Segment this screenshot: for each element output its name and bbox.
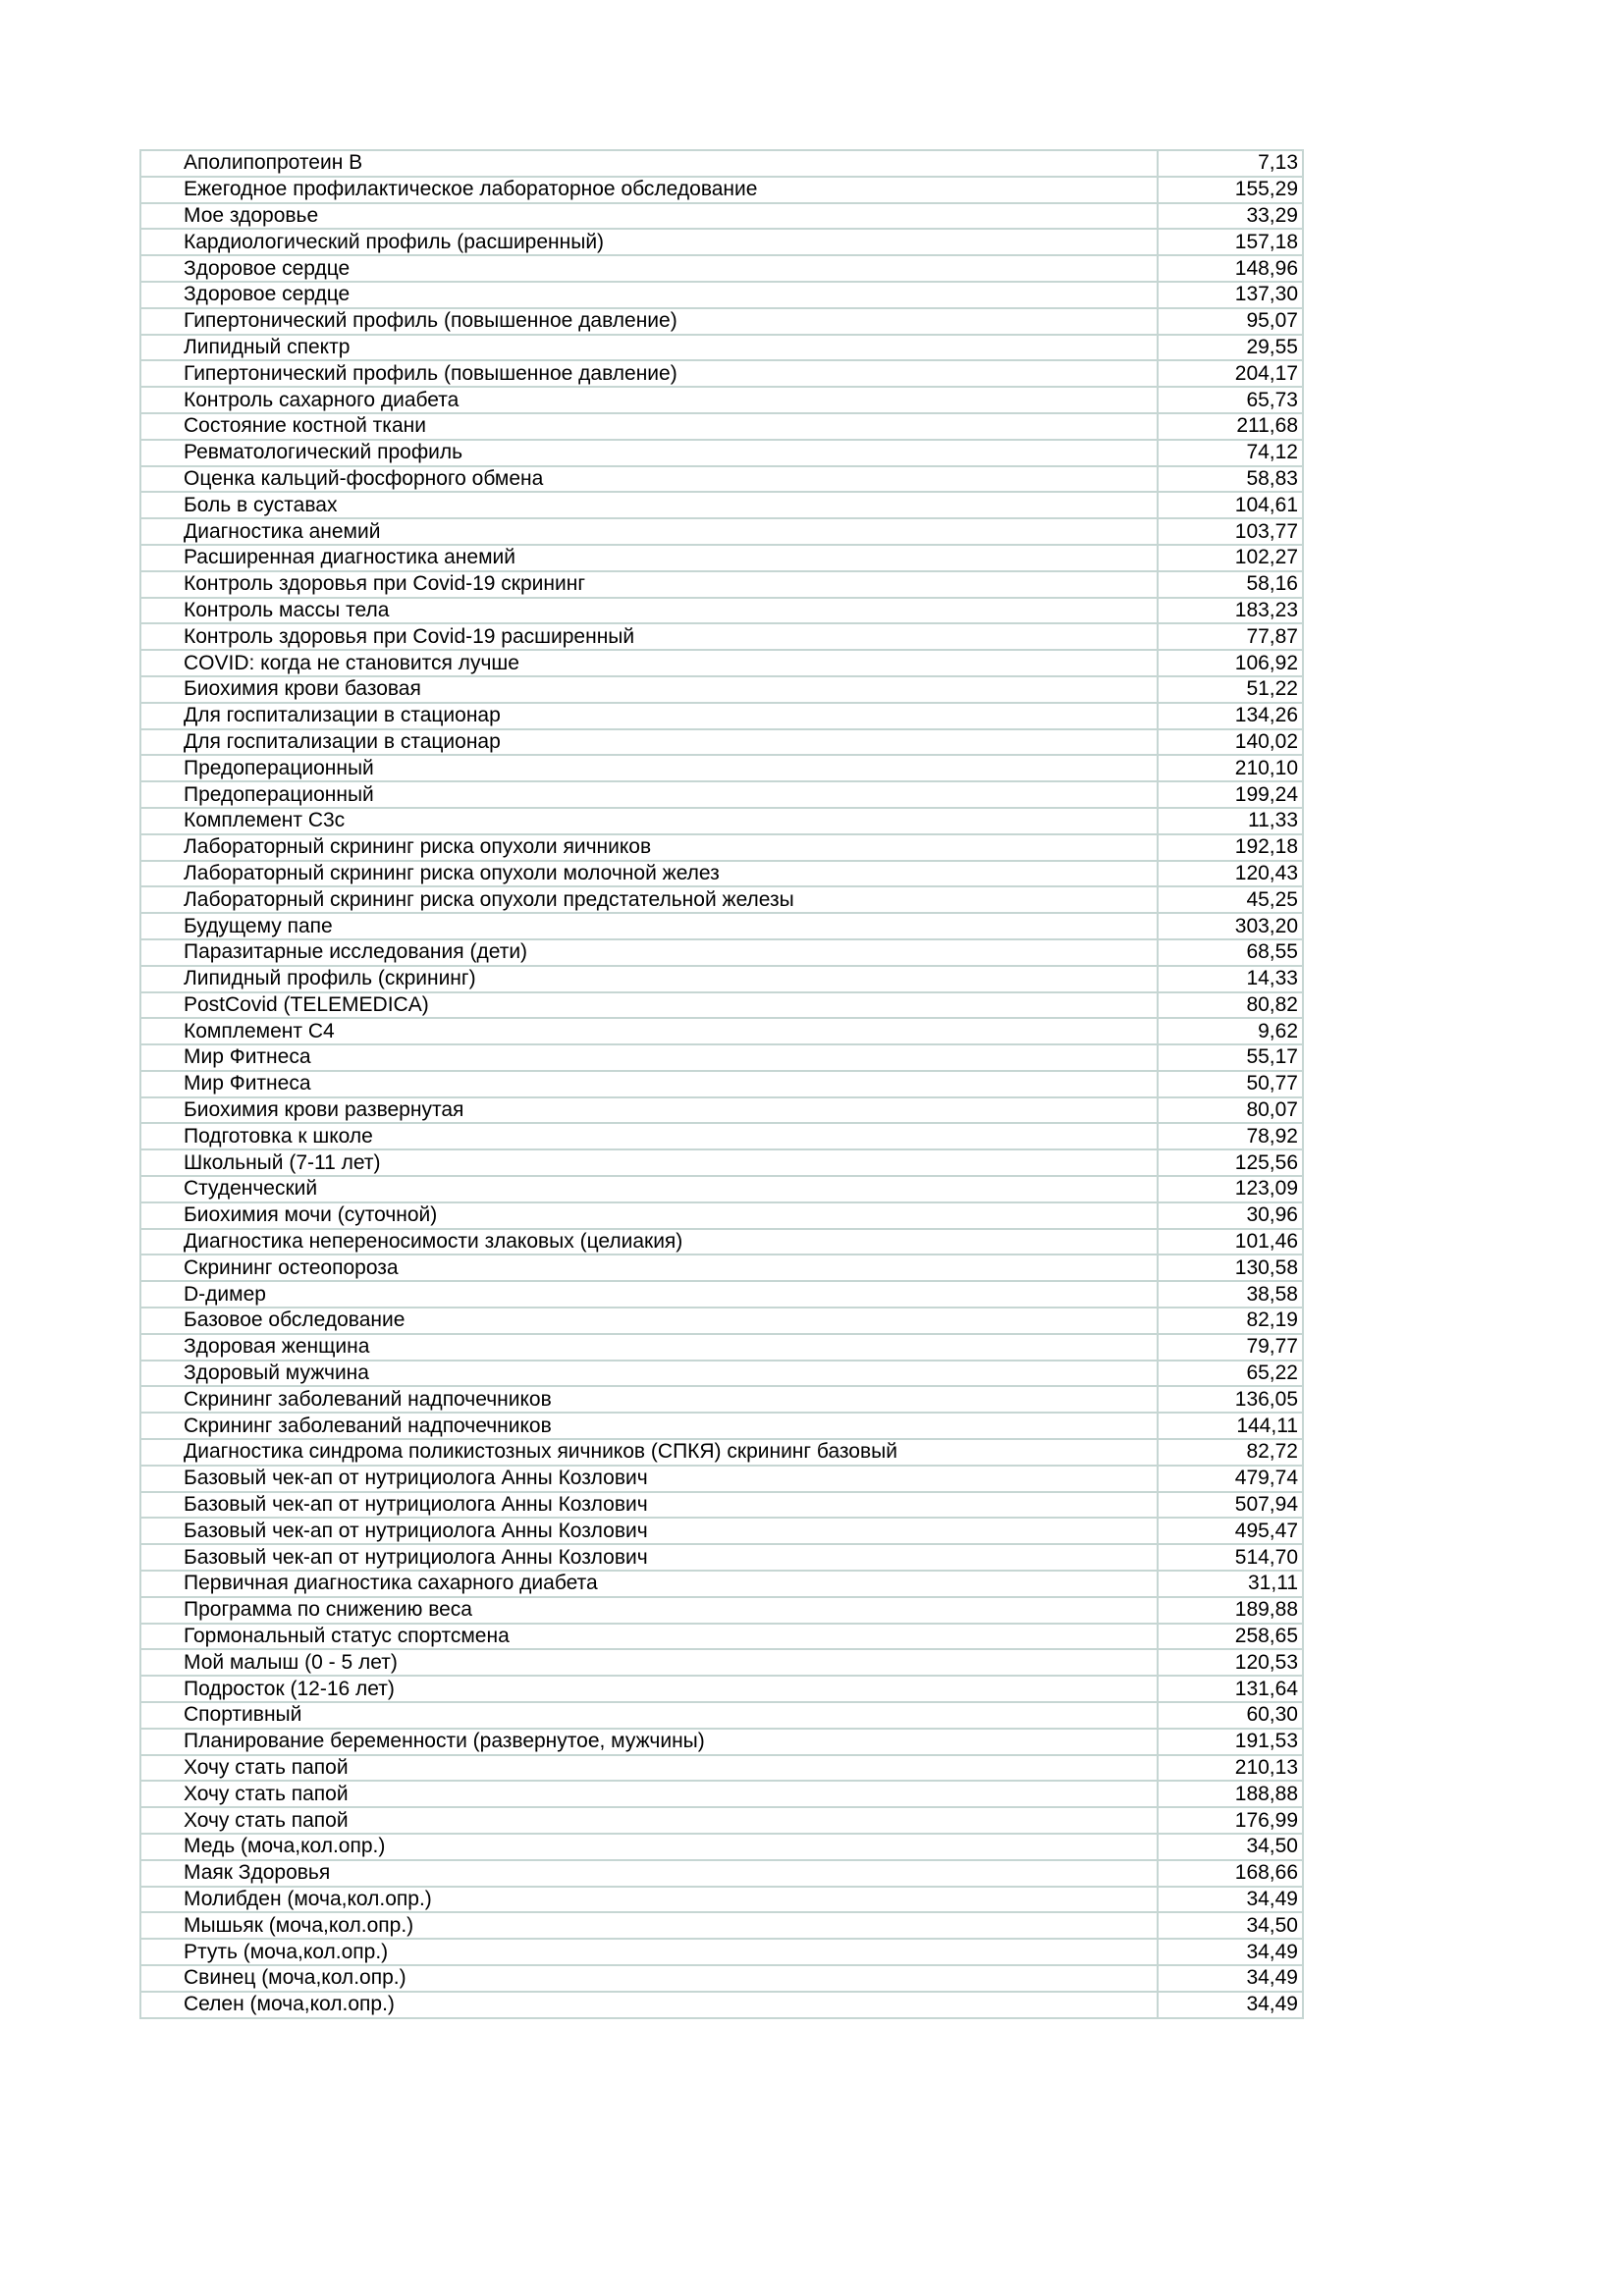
price-cell: 192,18 bbox=[1158, 834, 1303, 861]
price-cell: 95,07 bbox=[1158, 308, 1303, 335]
table-row bbox=[140, 1466, 1303, 1492]
price-cell: 74,12 bbox=[1158, 440, 1303, 466]
price-cell: 58,83 bbox=[1158, 466, 1303, 493]
service-name-cell: Гипертонический профиль (повышенное давление) bbox=[140, 308, 1158, 335]
service-name-cell: Свинец (моча,кол.опр.) bbox=[140, 1965, 1158, 1992]
table-row bbox=[140, 1676, 1303, 1702]
price-cell: 507,94 bbox=[1158, 1492, 1303, 1519]
price-cell: 148,96 bbox=[1158, 255, 1303, 282]
service-name-cell: Базовое обследование bbox=[140, 1308, 1158, 1334]
service-name-cell: Мой малыш (0 - 5 лет) bbox=[140, 1649, 1158, 1676]
service-name-cell: Базовый чек-ап от нутрициолога Анны Козлович bbox=[140, 1544, 1158, 1571]
price-cell: 130,58 bbox=[1158, 1255, 1303, 1281]
table-row bbox=[140, 1308, 1303, 1334]
price-cell: 29,55 bbox=[1158, 335, 1303, 361]
price-cell: 77,87 bbox=[1158, 623, 1303, 650]
price-cell: 80,82 bbox=[1158, 992, 1303, 1019]
table-row bbox=[140, 1439, 1303, 1466]
service-name-cell: Скрининг заболеваний надпочечников bbox=[140, 1386, 1158, 1413]
service-name-cell: Контроль здоровья при Covid-19 скрининг bbox=[140, 571, 1158, 598]
table-row bbox=[140, 623, 1303, 650]
table-row bbox=[140, 1887, 1303, 1913]
table-row bbox=[140, 1965, 1303, 1992]
table-row bbox=[140, 1281, 1303, 1308]
price-cell: 123,09 bbox=[1158, 1176, 1303, 1202]
table-row bbox=[140, 781, 1303, 808]
price-cell: 183,23 bbox=[1158, 598, 1303, 624]
table-row bbox=[140, 966, 1303, 992]
price-cell: 65,22 bbox=[1158, 1361, 1303, 1387]
service-name-cell: Хочу стать папой bbox=[140, 1807, 1158, 1834]
service-name-cell: Состояние костной ткани bbox=[140, 413, 1158, 440]
service-name-cell: Контроль здоровья при Covid-19 расширенный bbox=[140, 623, 1158, 650]
service-name-cell: D-димер bbox=[140, 1281, 1158, 1308]
service-name-cell: Липидный профиль (скрининг) bbox=[140, 966, 1158, 992]
table-row bbox=[140, 1229, 1303, 1255]
price-cell: 479,74 bbox=[1158, 1466, 1303, 1492]
price-cell: 68,55 bbox=[1158, 939, 1303, 966]
price-cell: 104,61 bbox=[1158, 492, 1303, 518]
service-name-cell: Расширенная диагностика анемий bbox=[140, 545, 1158, 571]
price-cell: 30,96 bbox=[1158, 1202, 1303, 1229]
table-row bbox=[140, 255, 1303, 282]
table-row bbox=[140, 387, 1303, 413]
price-cell: 80,07 bbox=[1158, 1097, 1303, 1124]
table-row bbox=[140, 676, 1303, 703]
table-row bbox=[140, 1781, 1303, 1807]
table-row bbox=[140, 150, 1303, 177]
service-name-cell: PostCovid (TELEMEDICA) bbox=[140, 992, 1158, 1019]
table-row bbox=[140, 360, 1303, 387]
price-cell: 50,77 bbox=[1158, 1071, 1303, 1097]
service-name-cell: Для госпитализации в стационар bbox=[140, 703, 1158, 729]
table-row bbox=[140, 1597, 1303, 1624]
price-cell: 31,11 bbox=[1158, 1571, 1303, 1597]
table-row bbox=[140, 1834, 1303, 1860]
table-row bbox=[140, 1386, 1303, 1413]
table-row bbox=[140, 598, 1303, 624]
service-name-cell: Студенческий bbox=[140, 1176, 1158, 1202]
table-row bbox=[140, 650, 1303, 676]
price-cell: 103,77 bbox=[1158, 518, 1303, 545]
table-row bbox=[140, 1097, 1303, 1124]
price-cell: 78,92 bbox=[1158, 1123, 1303, 1149]
table-row bbox=[140, 545, 1303, 571]
price-cell: 514,70 bbox=[1158, 1544, 1303, 1571]
service-name-cell: Подготовка к школе bbox=[140, 1123, 1158, 1149]
table-row bbox=[140, 808, 1303, 834]
price-cell: 34,49 bbox=[1158, 1939, 1303, 1965]
price-cell: 34,49 bbox=[1158, 1887, 1303, 1913]
table-row bbox=[140, 1518, 1303, 1544]
price-cell: 102,27 bbox=[1158, 545, 1303, 571]
service-name-cell: Мир Фитнеса bbox=[140, 1044, 1158, 1071]
price-cell: 60,30 bbox=[1158, 1702, 1303, 1729]
table-row bbox=[140, 335, 1303, 361]
service-name-cell: Ежегодное профилактическое лабораторное обследование bbox=[140, 177, 1158, 203]
service-name-cell: Хочу стать папой bbox=[140, 1781, 1158, 1807]
service-name-cell: Скрининг остеопороза bbox=[140, 1255, 1158, 1281]
table-row bbox=[140, 755, 1303, 781]
table-row bbox=[140, 492, 1303, 518]
service-name-cell: Медь (моча,кол.опр.) bbox=[140, 1834, 1158, 1860]
service-name-cell: Диагностика синдрома поликистозных яичников (СПКЯ) скрининг базовый bbox=[140, 1439, 1158, 1466]
service-name-cell: Молибден (моча,кол.опр.) bbox=[140, 1887, 1158, 1913]
table-row bbox=[140, 1544, 1303, 1571]
table-row bbox=[140, 282, 1303, 308]
table-row bbox=[140, 1755, 1303, 1782]
table-row bbox=[140, 1492, 1303, 1519]
table-row bbox=[140, 413, 1303, 440]
table-row bbox=[140, 992, 1303, 1019]
table-row bbox=[140, 466, 1303, 493]
service-name-cell: Будущему папе bbox=[140, 913, 1158, 939]
price-cell: 134,26 bbox=[1158, 703, 1303, 729]
service-name-cell: Для госпитализации в стационар bbox=[140, 729, 1158, 756]
price-cell: 11,33 bbox=[1158, 808, 1303, 834]
table-row bbox=[140, 440, 1303, 466]
price-table-body bbox=[140, 150, 1303, 2018]
service-name-cell: Школьный (7-11 лет) bbox=[140, 1149, 1158, 1176]
table-row bbox=[140, 939, 1303, 966]
price-cell: 14,33 bbox=[1158, 966, 1303, 992]
service-name-cell: Оценка кальций-фосфорного обмена bbox=[140, 466, 1158, 493]
price-cell: 157,18 bbox=[1158, 229, 1303, 255]
price-cell: 137,30 bbox=[1158, 282, 1303, 308]
table-row bbox=[140, 1018, 1303, 1044]
price-cell: 34,49 bbox=[1158, 1992, 1303, 2018]
price-cell: 176,99 bbox=[1158, 1807, 1303, 1834]
service-name-cell: Селен (моча,кол.опр.) bbox=[140, 1992, 1158, 2018]
service-name-cell: Боль в суставах bbox=[140, 492, 1158, 518]
price-cell: 168,66 bbox=[1158, 1860, 1303, 1887]
table-row bbox=[140, 913, 1303, 939]
price-cell: 34,50 bbox=[1158, 1834, 1303, 1860]
price-cell: 210,13 bbox=[1158, 1755, 1303, 1782]
table-row bbox=[140, 1571, 1303, 1597]
table-row bbox=[140, 1255, 1303, 1281]
price-cell: 131,64 bbox=[1158, 1676, 1303, 1702]
price-cell: 38,58 bbox=[1158, 1281, 1303, 1308]
service-name-cell: Базовый чек-ап от нутрициолога Анны Козлович bbox=[140, 1466, 1158, 1492]
table-row bbox=[140, 1860, 1303, 1887]
table-row bbox=[140, 229, 1303, 255]
price-cell: 136,05 bbox=[1158, 1386, 1303, 1413]
service-name-cell: COVID: когда не становится лучше bbox=[140, 650, 1158, 676]
service-name-cell: Комплемент С4 bbox=[140, 1018, 1158, 1044]
service-name-cell: Биохимия мочи (суточной) bbox=[140, 1202, 1158, 1229]
service-name-cell: Мое здоровье bbox=[140, 203, 1158, 230]
service-name-cell: Липидный спектр bbox=[140, 335, 1158, 361]
table-row bbox=[140, 518, 1303, 545]
service-name-cell: Здоровый мужчина bbox=[140, 1361, 1158, 1387]
service-name-cell: Гормональный статус спортсмена bbox=[140, 1624, 1158, 1650]
price-cell: 125,56 bbox=[1158, 1149, 1303, 1176]
service-name-cell: Контроль массы тела bbox=[140, 598, 1158, 624]
price-cell: 55,17 bbox=[1158, 1044, 1303, 1071]
service-name-cell: Мир Фитнеса bbox=[140, 1071, 1158, 1097]
service-name-cell: Базовый чек-ап от нутрициолога Анны Козлович bbox=[140, 1518, 1158, 1544]
table-row bbox=[140, 1071, 1303, 1097]
price-cell: 258,65 bbox=[1158, 1624, 1303, 1650]
service-name-cell: Диагностика анемий bbox=[140, 518, 1158, 545]
table-row bbox=[140, 1361, 1303, 1387]
service-name-cell: Предоперационный bbox=[140, 755, 1158, 781]
service-name-cell: Спортивный bbox=[140, 1702, 1158, 1729]
price-cell: 34,50 bbox=[1158, 1912, 1303, 1939]
table-row bbox=[140, 1624, 1303, 1650]
table-row bbox=[140, 1807, 1303, 1834]
service-name-cell: Предоперационный bbox=[140, 781, 1158, 808]
table-row bbox=[140, 1939, 1303, 1965]
price-cell: 7,13 bbox=[1158, 150, 1303, 177]
service-name-cell: Скрининг заболеваний надпочечников bbox=[140, 1413, 1158, 1439]
table-row bbox=[140, 203, 1303, 230]
table-row bbox=[140, 571, 1303, 598]
price-cell: 303,20 bbox=[1158, 913, 1303, 939]
price-cell: 58,16 bbox=[1158, 571, 1303, 598]
price-cell: 82,72 bbox=[1158, 1439, 1303, 1466]
service-name-cell: Базовый чек-ап от нутрициолога Анны Козлович bbox=[140, 1492, 1158, 1519]
table-row bbox=[140, 1413, 1303, 1439]
price-cell: 140,02 bbox=[1158, 729, 1303, 756]
service-name-cell: Диагностика непереносимости злаковых (целиакия) bbox=[140, 1229, 1158, 1255]
price-cell: 33,29 bbox=[1158, 203, 1303, 230]
table-row bbox=[140, 729, 1303, 756]
table-row bbox=[140, 1649, 1303, 1676]
table-row bbox=[140, 177, 1303, 203]
service-name-cell: Подросток (12-16 лет) bbox=[140, 1676, 1158, 1702]
price-cell: 210,10 bbox=[1158, 755, 1303, 781]
table-row bbox=[140, 861, 1303, 887]
service-name-cell: Ртуть (моча,кол.опр.) bbox=[140, 1939, 1158, 1965]
table-row bbox=[140, 1123, 1303, 1149]
table-row bbox=[140, 1729, 1303, 1755]
price-cell: 199,24 bbox=[1158, 781, 1303, 808]
price-cell: 155,29 bbox=[1158, 177, 1303, 203]
service-name-cell: Биохимия крови развернутая bbox=[140, 1097, 1158, 1124]
price-cell: 211,68 bbox=[1158, 413, 1303, 440]
service-name-cell: Первичная диагностика сахарного диабета bbox=[140, 1571, 1158, 1597]
table-row bbox=[140, 886, 1303, 913]
service-name-cell: Комплемент С3с bbox=[140, 808, 1158, 834]
table-row bbox=[140, 1044, 1303, 1071]
service-name-cell: Лабораторный скрининг риска опухоли яичников bbox=[140, 834, 1158, 861]
price-table bbox=[139, 149, 1304, 2019]
price-cell: 101,46 bbox=[1158, 1229, 1303, 1255]
price-cell: 34,49 bbox=[1158, 1965, 1303, 1992]
price-cell: 106,92 bbox=[1158, 650, 1303, 676]
table-row bbox=[140, 1176, 1303, 1202]
price-cell: 495,47 bbox=[1158, 1518, 1303, 1544]
price-cell: 120,43 bbox=[1158, 861, 1303, 887]
service-name-cell: Лабораторный скрининг риска опухоли предстательной железы bbox=[140, 886, 1158, 913]
price-cell: 191,53 bbox=[1158, 1729, 1303, 1755]
service-name-cell: Здоровая женщина bbox=[140, 1334, 1158, 1361]
table-row bbox=[140, 1149, 1303, 1176]
service-name-cell: Биохимия крови базовая bbox=[140, 676, 1158, 703]
price-cell: 188,88 bbox=[1158, 1781, 1303, 1807]
service-name-cell: Кардиологический профиль (расширенный) bbox=[140, 229, 1158, 255]
service-name-cell: Гипертонический профиль (повышенное давление) bbox=[140, 360, 1158, 387]
price-cell: 9,62 bbox=[1158, 1018, 1303, 1044]
service-name-cell: Хочу стать папой bbox=[140, 1755, 1158, 1782]
service-name-cell: Ревматологический профиль bbox=[140, 440, 1158, 466]
service-name-cell: Контроль сахарного диабета bbox=[140, 387, 1158, 413]
table-row bbox=[140, 1702, 1303, 1729]
price-cell: 82,19 bbox=[1158, 1308, 1303, 1334]
table-row bbox=[140, 1912, 1303, 1939]
price-list-sheet bbox=[139, 149, 1298, 2019]
price-cell: 204,17 bbox=[1158, 360, 1303, 387]
service-name-cell: Маяк Здоровья bbox=[140, 1860, 1158, 1887]
price-cell: 79,77 bbox=[1158, 1334, 1303, 1361]
price-cell: 189,88 bbox=[1158, 1597, 1303, 1624]
price-cell: 45,25 bbox=[1158, 886, 1303, 913]
service-name-cell: Программа по снижению веса bbox=[140, 1597, 1158, 1624]
service-name-cell: Лабораторный скрининг риска опухоли молочной желез bbox=[140, 861, 1158, 887]
service-name-cell: Здоровое сердце bbox=[140, 255, 1158, 282]
service-name-cell: Планирование беременности (развернутое, мужчины) bbox=[140, 1729, 1158, 1755]
price-cell: 65,73 bbox=[1158, 387, 1303, 413]
service-name-cell: Мышьяк (моча,кол.опр.) bbox=[140, 1912, 1158, 1939]
table-row bbox=[140, 1202, 1303, 1229]
service-name-cell: Здоровое сердце bbox=[140, 282, 1158, 308]
service-name-cell: Паразитарные исследования (дети) bbox=[140, 939, 1158, 966]
price-cell: 120,53 bbox=[1158, 1649, 1303, 1676]
service-name-cell: Аполипопротеин B bbox=[140, 150, 1158, 177]
price-cell: 51,22 bbox=[1158, 676, 1303, 703]
table-row bbox=[140, 1334, 1303, 1361]
price-cell: 144,11 bbox=[1158, 1413, 1303, 1439]
table-row bbox=[140, 703, 1303, 729]
table-row bbox=[140, 308, 1303, 335]
table-row bbox=[140, 834, 1303, 861]
table-row bbox=[140, 1992, 1303, 2018]
